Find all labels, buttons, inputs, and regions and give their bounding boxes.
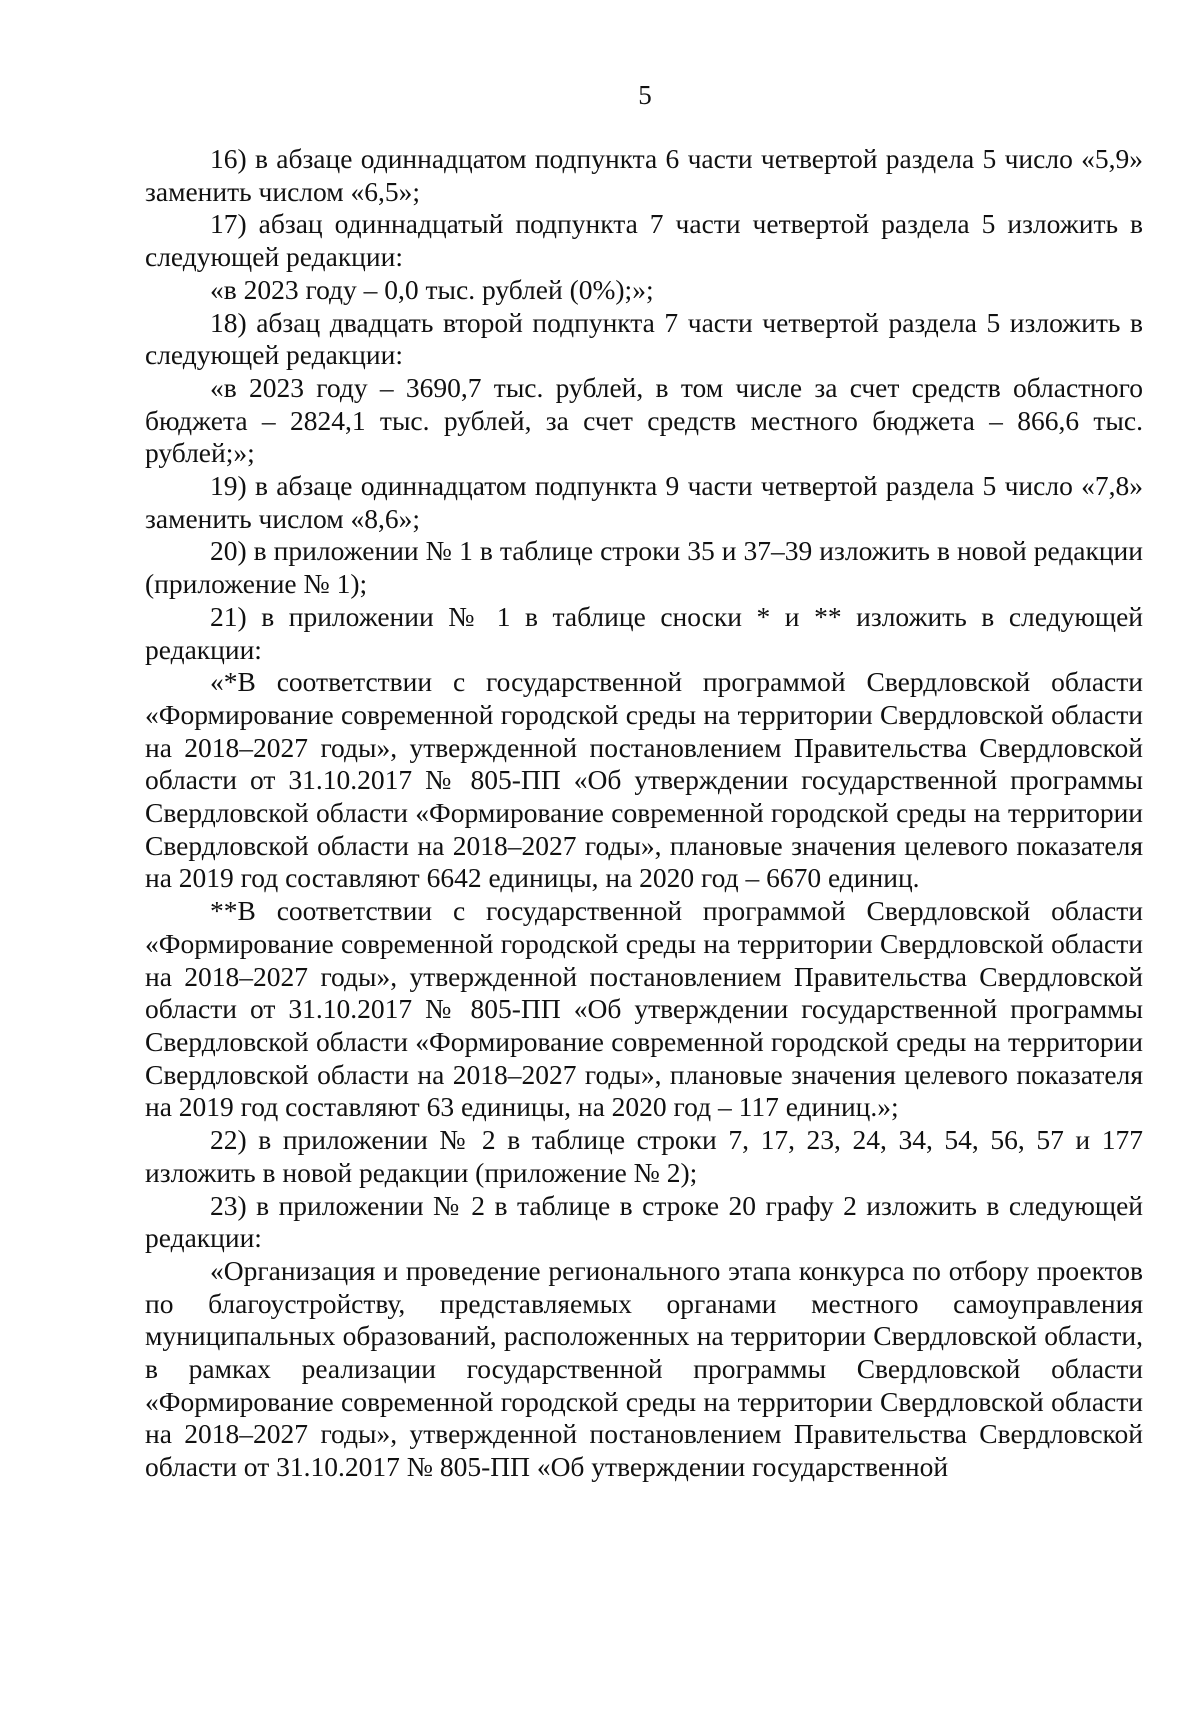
paragraph-item-18: 18) абзац двадцать второй подпункта 7 части четвертой раздела 5 изложить в следующей редакции:: [145, 306, 1143, 371]
page-number: 5: [638, 80, 652, 110]
paragraph-footnote-one-star: «*В соответствии с государственной программой Свердловской области «Формирование современной городской среды на территории Свердловской области на 2018–2027 годы», утвержденной постановлением Правительства Свердловской области от 31.10.2017 № 805-ПП «Об утверждении государственной программы Свердловской области «Формирование современной городской среды на территории Свердловской области на 2018–2027 годы», плановые значения целевого показателя на 2019 год составляют 6642 единицы, на 2020 год – 6670 единиц.: [145, 666, 1143, 894]
paragraph-item-21: 21) в приложении № 1 в таблице сноски * и ** изложить в следующей редакции:: [145, 600, 1143, 665]
document-body: [145, 143, 1143, 1484]
paragraph-item-20: 20) в приложении № 1 в таблице строки 35 и 37–39 изложить в новой редакции (приложение № 1);: [145, 535, 1143, 600]
paragraph-quote-17: «в 2023 году – 0,0 тыс. рублей (0%);»;: [210, 273, 654, 305]
paragraph-footnote-two-star: **В соответствии с государственной программой Свердловской области «Формирование современной городской среды на территории Свердловской области на 2018–2027 годы», утвержденной постановлением Правительства Свердловской области от 31.10.2017 № 805-ПП «Об утверждении государственной программы Свердловской области «Формирование современной городской среды на территории Свердловской области на 2018–2027 годы», плановые значения целевого показателя на 2019 год составляют 63 единицы, на 2020 год – 117 единиц.»;: [145, 895, 1143, 1123]
paragraph-quote-23: «Организация и проведение регионального этапа конкурса по отбору проектов по благоустройству, представляемых органами местного самоуправления муниципальных образований, расположенных на территории Свердловской области, в рамках реализации государственной программы Свердловской области «Формирование современной городской среды на территории Свердловской области на 2018–2027 годы», утвержденной постановлением Правительства Свердловской области от 31.10.2017 № 805-ПП «Об утверждении государственной: [145, 1254, 1143, 1483]
paragraph-item-23: 23) в приложении № 2 в таблице в строке 20 графу 2 изложить в следующей редакции:: [145, 1189, 1143, 1254]
paragraph-quote-18: «в 2023 году – 3690,7 тыс. рублей, в том числе за счет средств областного бюджета – 2824,1 тыс. рублей, за счет средств местного бюджета – 866,6 тыс. рублей;»;: [145, 371, 1143, 469]
paragraph-item-22: 22) в приложении № 2 в таблице строки 7, 17, 23, 24, 34, 54, 56, 57 и 177 изложить в новой редакции (приложение № 2);: [145, 1124, 1143, 1188]
paragraph-item-19: 19) в абзаце одиннадцатом подпункта 9 части четвертой раздела 5 число «7,8» заменить числом «8,6»;: [145, 470, 1143, 534]
paragraph-item-17: 17) абзац одиннадцатый подпункта 7 части четвертой раздела 5 изложить в следующей редакции:: [145, 208, 1143, 273]
paragraph-item-16: 16) в абзаце одиннадцатом подпункта 6 части четвертой раздела 5 число «5,9» заменить числом «6,5»;: [145, 143, 1143, 207]
